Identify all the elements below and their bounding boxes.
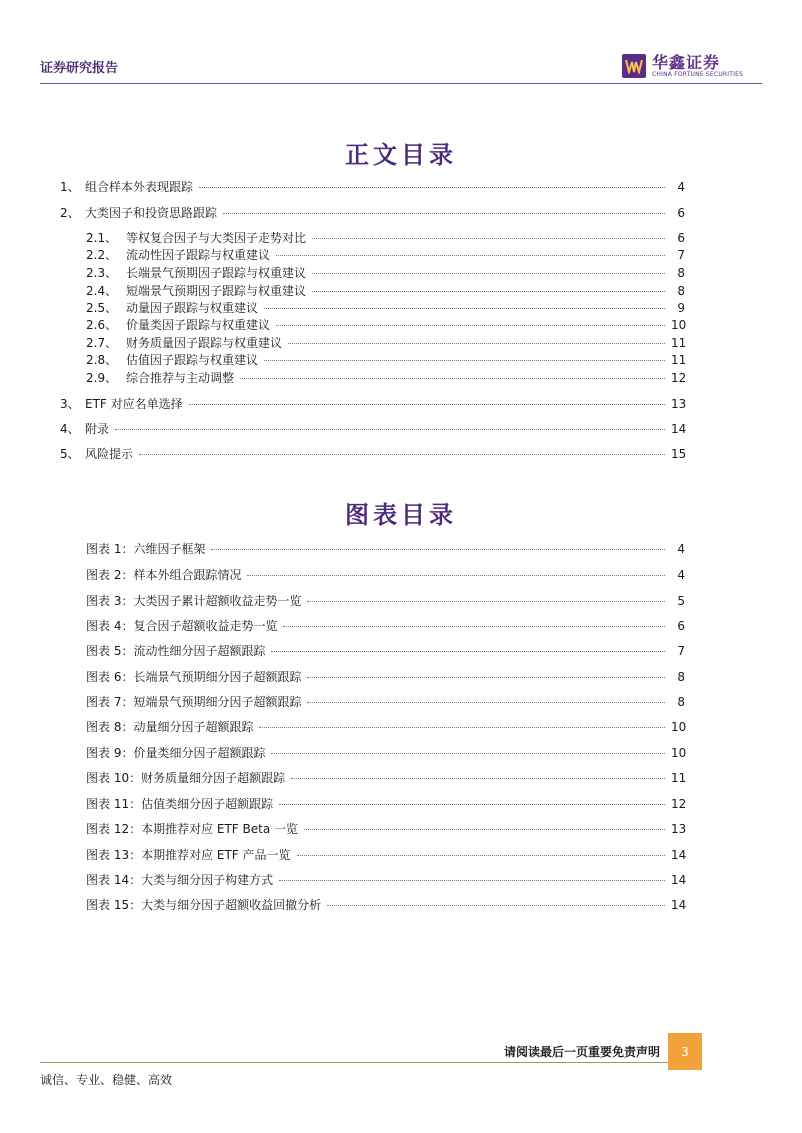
dot-leader: [240, 378, 665, 379]
dot-leader: [189, 404, 665, 405]
figure-entry-page: 10: [671, 720, 687, 734]
figure-entry-title: 图表 5：流动性细分因子超额跟踪: [86, 644, 266, 658]
dot-leader: [279, 880, 665, 881]
toc-entry-title: 风险提示: [85, 447, 134, 461]
toc-entry-page: 15: [671, 447, 687, 461]
figure-entry-title: 图表 13：本期推荐对应 ETF 产品一览: [86, 848, 291, 862]
toc-entry-number: 2.4、: [86, 284, 118, 298]
dot-leader: [199, 187, 665, 188]
dot-leader: [283, 626, 665, 627]
toc-entry-number: 2、: [60, 206, 80, 220]
dot-leader: [139, 454, 665, 455]
toc-entry-title: 组合样本外表现跟踪: [85, 180, 194, 194]
figure-entry-title: 图表 14：大类与细分因子构建方式: [86, 873, 274, 887]
toc-entry-title: 财务质量因子跟踪与权重建议: [126, 336, 283, 350]
toc-subentry[interactable]: [86, 299, 685, 316]
toc-entry-number: 2.5、: [86, 301, 118, 315]
figure-entry[interactable]: [86, 795, 685, 812]
toc-entry-title: 估值因子跟踪与权重建议: [126, 353, 259, 367]
brand-name-en: CHINA FORTUNE SECURITIES: [652, 70, 744, 78]
dot-leader: [312, 273, 665, 274]
toc-entry-number: 2.8、: [86, 353, 118, 367]
toc-entry-number: 2.6、: [86, 318, 118, 332]
toc-entry-page: 9: [677, 301, 685, 315]
toc-entry-page: 11: [671, 353, 687, 367]
dot-leader: [276, 325, 665, 326]
figure-entry-title: 图表 7：短端景气预期细分因子超额跟踪: [86, 695, 302, 709]
toc-entry-number: 3、: [60, 397, 80, 411]
figure-entry-title: 图表 3：大类因子累计超额收益走势一览: [86, 594, 302, 608]
toc-entry-page: 12: [671, 371, 687, 385]
figure-entry-page: 10: [671, 746, 687, 760]
toc-entry-number: 2.7、: [86, 336, 118, 350]
dot-leader: [271, 651, 665, 652]
figures-title: 图表目录: [345, 500, 457, 529]
figure-entry[interactable]: [86, 718, 685, 735]
figure-entry-page: 14: [671, 848, 687, 862]
toc-subentry[interactable]: [86, 351, 685, 368]
dot-leader: [211, 549, 665, 550]
toc-entry-number: 2.1、: [86, 231, 118, 245]
toc-entry-page: 8: [677, 266, 685, 280]
dot-leader: [291, 778, 665, 779]
dot-leader: [312, 238, 665, 239]
toc-subentry[interactable]: [86, 316, 685, 333]
dot-leader: [297, 855, 665, 856]
toc-subentry[interactable]: [86, 369, 685, 386]
toc-entry[interactable]: [60, 204, 685, 221]
dot-leader: [264, 360, 665, 361]
header-divider: [40, 83, 762, 84]
toc-entry-page: 4: [677, 180, 685, 194]
dot-leader: [312, 291, 665, 292]
toc-entry-number: 4、: [60, 422, 80, 436]
figure-entry[interactable]: [86, 566, 685, 583]
figure-entry-page: 6: [677, 619, 685, 633]
toc-entry[interactable]: [60, 445, 685, 462]
dot-leader: [307, 601, 665, 602]
toc-entry[interactable]: [60, 420, 685, 437]
dot-leader: [279, 804, 665, 805]
toc-entry[interactable]: [60, 178, 685, 195]
toc-entry-title: 短端景气预期因子跟踪与权重建议: [126, 284, 307, 298]
figure-entry[interactable]: [86, 820, 685, 837]
toc-entry-page: 11: [671, 336, 687, 350]
toc-entry-title: 大类因子和投资思路跟踪: [85, 206, 218, 220]
dot-leader: [115, 429, 665, 430]
toc-entry-title: 流动性因子跟踪与权重建议: [126, 248, 271, 262]
toc-entry-page: 10: [671, 318, 687, 332]
toc-entry-title: 价量类因子跟踪与权重建议: [126, 318, 271, 332]
dot-leader: [327, 905, 665, 906]
figure-entry-page: 8: [677, 670, 685, 684]
figure-entry[interactable]: [86, 769, 685, 786]
dot-leader: [223, 213, 665, 214]
toc-subentry[interactable]: [86, 264, 685, 281]
figure-entry-page: 14: [671, 898, 687, 912]
figure-entry-title: 图表 10：财务质量细分因子超额跟踪: [86, 771, 286, 785]
figure-entry-page: 13: [671, 822, 687, 836]
report-label: 证券研究报告: [40, 61, 119, 76]
toc-entry-title: ETF 对应名单选择: [85, 397, 183, 411]
figure-entry-title: 图表 9：价量类细分因子超额跟踪: [86, 746, 266, 760]
figure-entry-page: 14: [671, 873, 687, 887]
figure-entry[interactable]: [86, 896, 685, 913]
figure-entry-title: 图表 12：本期推荐对应 ETF Beta 一览: [86, 822, 299, 836]
figure-entry[interactable]: [86, 871, 685, 888]
dot-leader: [276, 255, 665, 256]
toc-entry-number: 2.3、: [86, 266, 118, 280]
figure-entry[interactable]: [86, 693, 685, 710]
disclaimer-notice: 请阅读最后一页重要免责声明: [504, 1045, 661, 1059]
figure-entry-title: 图表 1：六维因子框架: [86, 542, 206, 556]
figure-entry-page: 5: [677, 594, 685, 608]
toc-entry-title: 等权复合因子与大类因子走势对比: [126, 231, 307, 245]
brand-logo-icon: [622, 54, 646, 78]
figure-entry[interactable]: [86, 592, 685, 609]
dot-leader: [259, 727, 665, 728]
toc-entry-number: 5、: [60, 447, 80, 461]
brand-logo: [622, 52, 743, 80]
toc-entry-number: 2.9、: [86, 371, 118, 385]
dot-leader: [288, 343, 665, 344]
toc-entry-number: 2.2、: [86, 248, 118, 262]
dot-leader: [304, 829, 665, 830]
figure-entry-title: 图表 4：复合因子超额收益走势一览: [86, 619, 278, 633]
toc-entry-page: 13: [671, 397, 687, 411]
toc-entry-page: 7: [677, 248, 685, 262]
contents-title: 正文目录: [345, 140, 457, 169]
toc-entry-title: 附录: [85, 422, 110, 436]
toc-entry-page: 6: [677, 231, 685, 245]
figure-entry-page: 4: [677, 542, 685, 556]
toc-entry[interactable]: [60, 395, 685, 412]
page-number: 3: [668, 1033, 702, 1070]
toc-subentry[interactable]: [86, 334, 685, 351]
figure-entry-page: 4: [677, 568, 685, 582]
footer-slogan: 诚信、专业、稳健、高效: [40, 1073, 173, 1087]
figure-entry-page: 8: [677, 695, 685, 709]
figure-entry-page: 11: [671, 771, 687, 785]
toc-entry-page: 8: [677, 284, 685, 298]
figure-entry-title: 图表 6：长端景气预期细分因子超额跟踪: [86, 670, 302, 684]
toc-entry-title: 综合推荐与主动调整: [126, 371, 235, 385]
figure-entry-title: 图表 8：动量细分因子超额跟踪: [86, 720, 254, 734]
figure-entry[interactable]: [86, 540, 685, 557]
figure-entry-title: 图表 2：样本外组合跟踪情况: [86, 568, 242, 582]
toc-subentry[interactable]: [86, 282, 685, 299]
toc-entry-page: 14: [671, 422, 687, 436]
figure-entry-page: 7: [677, 644, 685, 658]
figure-entry-page: 12: [671, 797, 687, 811]
figure-entry-title: 图表 15：大类与细分因子超额收益回撤分析: [86, 898, 322, 912]
dot-leader: [271, 753, 665, 754]
figure-entry[interactable]: [86, 617, 685, 634]
dot-leader: [247, 575, 665, 576]
dot-leader: [307, 677, 665, 678]
toc-entry-title: 动量因子跟踪与权重建议: [126, 301, 259, 315]
dot-leader: [264, 308, 665, 309]
toc-entry-title: 长端景气预期因子跟踪与权重建议: [126, 266, 307, 280]
figure-entry[interactable]: [86, 744, 685, 761]
brand-name-cn: 华鑫证券: [652, 52, 721, 72]
figure-entry[interactable]: [86, 846, 685, 863]
toc-subentry[interactable]: [86, 229, 685, 246]
figure-entry-title: 图表 11：估值类细分因子超额跟踪: [86, 797, 274, 811]
dot-leader: [307, 702, 665, 703]
figure-entry[interactable]: [86, 642, 685, 659]
footer-divider: [40, 1062, 668, 1063]
toc-entry-number: 1、: [60, 180, 80, 194]
toc-subentry[interactable]: [86, 246, 685, 263]
toc-entry-page: 6: [677, 206, 685, 220]
figure-entry[interactable]: [86, 668, 685, 685]
